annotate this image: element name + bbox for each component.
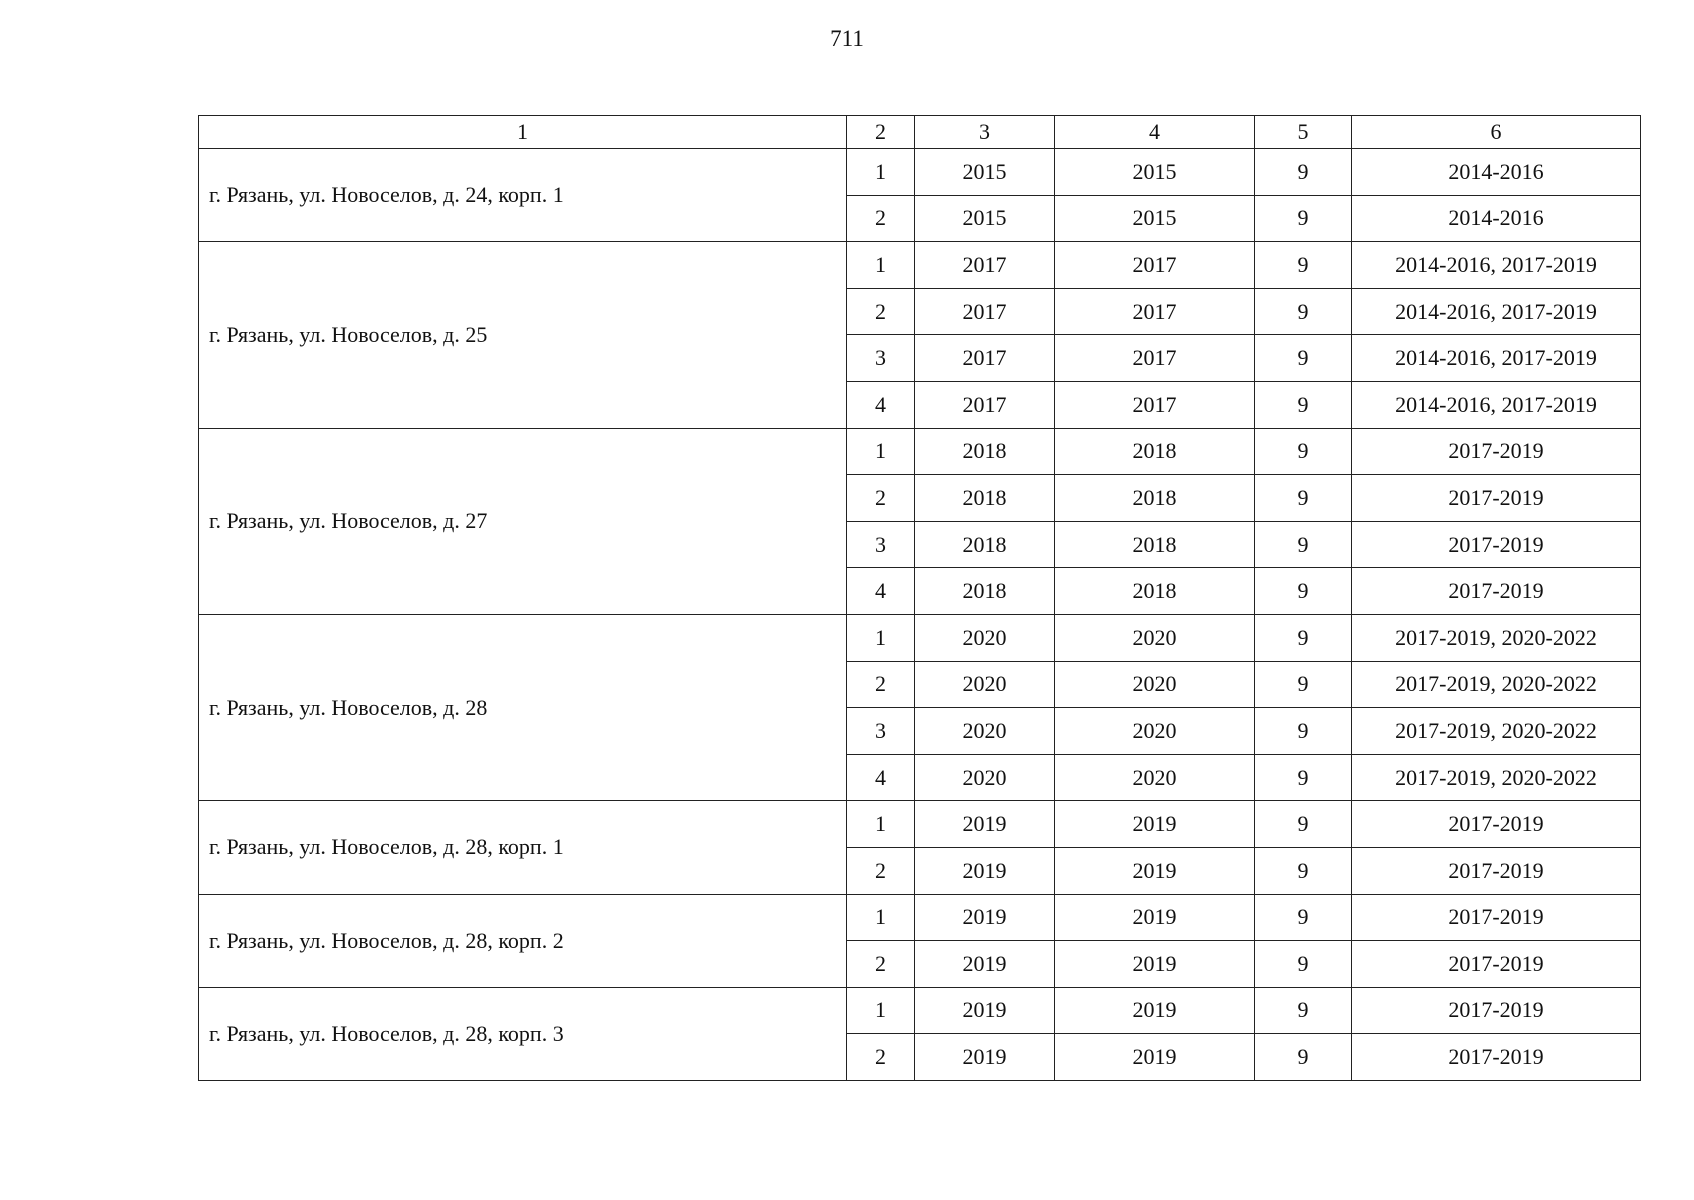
program-period-cell: 2014-2016 (1352, 195, 1641, 242)
entrance-number-cell: 1 (847, 894, 915, 941)
entrance-number-cell: 1 (847, 242, 915, 289)
year-start-cell: 2019 (915, 801, 1055, 848)
year-end-cell: 2020 (1055, 661, 1255, 708)
program-period-cell: 2017-2019 (1352, 987, 1641, 1034)
year-start-cell: 2015 (915, 195, 1055, 242)
table-header-row (199, 116, 1641, 149)
program-period-cell: 2017-2019, 2020-2022 (1352, 661, 1641, 708)
program-period-cell: 2014-2016, 2017-2019 (1352, 242, 1641, 289)
entrance-number-cell: 4 (847, 754, 915, 801)
year-start-cell: 2019 (915, 987, 1055, 1034)
entrance-number-cell: 4 (847, 381, 915, 428)
year-end-cell: 2020 (1055, 708, 1255, 755)
floors-cell: 9 (1255, 614, 1352, 661)
year-end-cell: 2019 (1055, 941, 1255, 988)
floors-cell: 9 (1255, 568, 1352, 615)
program-period-cell: 2017-2019 (1352, 941, 1641, 988)
floors-cell: 9 (1255, 381, 1352, 428)
entrance-number-cell: 2 (847, 847, 915, 894)
floors-cell: 9 (1255, 661, 1352, 708)
year-end-cell: 2019 (1055, 847, 1255, 894)
year-start-cell: 2020 (915, 661, 1055, 708)
table-row (199, 801, 1641, 848)
floors-cell: 9 (1255, 242, 1352, 289)
program-period-cell: 2014-2016, 2017-2019 (1352, 381, 1641, 428)
floors-cell: 9 (1255, 428, 1352, 475)
year-end-cell: 2017 (1055, 288, 1255, 335)
program-period-cell: 2017-2019, 2020-2022 (1352, 708, 1641, 755)
entrance-number-cell: 2 (847, 475, 915, 522)
address-cell: г. Рязань, ул. Новоселов, д. 24, корп. 1 (199, 149, 847, 242)
year-start-cell: 2018 (915, 475, 1055, 522)
header-cell-3: 3 (915, 116, 1055, 149)
address-cell: г. Рязань, ул. Новоселов, д. 28, корп. 3 (199, 987, 847, 1080)
floors-cell: 9 (1255, 754, 1352, 801)
floors-cell: 9 (1255, 708, 1352, 755)
table-body (199, 116, 1641, 1081)
entrance-number-cell: 3 (847, 335, 915, 382)
floors-cell: 9 (1255, 941, 1352, 988)
entrance-number-cell: 2 (847, 1034, 915, 1081)
program-period-cell: 2014-2016 (1352, 149, 1641, 196)
table-row (199, 987, 1641, 1034)
entrance-number-cell: 2 (847, 288, 915, 335)
address-cell: г. Рязань, ул. Новоселов, д. 27 (199, 428, 847, 614)
floors-cell: 9 (1255, 288, 1352, 335)
year-end-cell: 2017 (1055, 335, 1255, 382)
entrance-number-cell: 2 (847, 195, 915, 242)
year-end-cell: 2018 (1055, 475, 1255, 522)
program-period-cell: 2017-2019 (1352, 475, 1641, 522)
program-period-cell: 2017-2019 (1352, 847, 1641, 894)
program-period-cell: 2014-2016, 2017-2019 (1352, 335, 1641, 382)
table-row (199, 894, 1641, 941)
address-cell: г. Рязань, ул. Новоселов, д. 28, корп. 1 (199, 801, 847, 894)
entrance-number-cell: 1 (847, 987, 915, 1034)
year-end-cell: 2015 (1055, 195, 1255, 242)
year-end-cell: 2017 (1055, 381, 1255, 428)
program-period-cell: 2017-2019 (1352, 894, 1641, 941)
floors-cell: 9 (1255, 847, 1352, 894)
year-start-cell: 2017 (915, 242, 1055, 289)
entrance-number-cell: 1 (847, 149, 915, 196)
program-period-cell: 2017-2019, 2020-2022 (1352, 754, 1641, 801)
year-end-cell: 2019 (1055, 1034, 1255, 1081)
address-cell: г. Рязань, ул. Новоселов, д. 25 (199, 242, 847, 428)
address-cell: г. Рязань, ул. Новоселов, д. 28, корп. 2 (199, 894, 847, 987)
table-row (199, 428, 1641, 475)
entrance-number-cell: 2 (847, 941, 915, 988)
entrance-number-cell: 4 (847, 568, 915, 615)
year-start-cell: 2015 (915, 149, 1055, 196)
year-start-cell: 2019 (915, 847, 1055, 894)
year-start-cell: 2019 (915, 1034, 1055, 1081)
year-start-cell: 2019 (915, 894, 1055, 941)
year-start-cell: 2018 (915, 568, 1055, 615)
year-start-cell: 2019 (915, 941, 1055, 988)
program-period-cell: 2017-2019 (1352, 1034, 1641, 1081)
floors-cell: 9 (1255, 801, 1352, 848)
year-end-cell: 2018 (1055, 521, 1255, 568)
year-end-cell: 2017 (1055, 242, 1255, 289)
year-end-cell: 2020 (1055, 614, 1255, 661)
program-period-cell: 2017-2019, 2020-2022 (1352, 614, 1641, 661)
year-start-cell: 2020 (915, 614, 1055, 661)
floors-cell: 9 (1255, 521, 1352, 568)
entrance-number-cell: 1 (847, 801, 915, 848)
year-end-cell: 2018 (1055, 428, 1255, 475)
floors-cell: 9 (1255, 987, 1352, 1034)
entrance-number-cell: 1 (847, 614, 915, 661)
entrance-number-cell: 3 (847, 708, 915, 755)
address-cell: г. Рязань, ул. Новоселов, д. 28 (199, 614, 847, 800)
year-end-cell: 2019 (1055, 987, 1255, 1034)
program-period-cell: 2017-2019 (1352, 568, 1641, 615)
header-cell-5: 5 (1255, 116, 1352, 149)
year-start-cell: 2017 (915, 381, 1055, 428)
entrance-number-cell: 1 (847, 428, 915, 475)
floors-cell: 9 (1255, 1034, 1352, 1081)
entrance-number-cell: 3 (847, 521, 915, 568)
floors-cell: 9 (1255, 475, 1352, 522)
year-start-cell: 2018 (915, 428, 1055, 475)
page-number: 711 (830, 26, 864, 51)
year-start-cell: 2020 (915, 754, 1055, 801)
program-period-cell: 2017-2019 (1352, 521, 1641, 568)
table-row (199, 614, 1641, 661)
year-start-cell: 2020 (915, 708, 1055, 755)
header-cell-4: 4 (1055, 116, 1255, 149)
data-table (198, 115, 1641, 1081)
header-cell-6: 6 (1352, 116, 1641, 149)
floors-cell: 9 (1255, 149, 1352, 196)
table-row (199, 149, 1641, 196)
year-start-cell: 2018 (915, 521, 1055, 568)
year-start-cell: 2017 (915, 335, 1055, 382)
floors-cell: 9 (1255, 894, 1352, 941)
year-end-cell: 2020 (1055, 754, 1255, 801)
program-period-cell: 2017-2019 (1352, 428, 1641, 475)
year-end-cell: 2019 (1055, 801, 1255, 848)
table-row (199, 242, 1641, 289)
entrance-number-cell: 2 (847, 661, 915, 708)
program-period-cell: 2014-2016, 2017-2019 (1352, 288, 1641, 335)
header-cell-2: 2 (847, 116, 915, 149)
header-cell-1: 1 (199, 116, 847, 149)
year-end-cell: 2018 (1055, 568, 1255, 615)
year-end-cell: 2019 (1055, 894, 1255, 941)
year-start-cell: 2017 (915, 288, 1055, 335)
year-end-cell: 2015 (1055, 149, 1255, 196)
program-period-cell: 2017-2019 (1352, 801, 1641, 848)
floors-cell: 9 (1255, 335, 1352, 382)
floors-cell: 9 (1255, 195, 1352, 242)
